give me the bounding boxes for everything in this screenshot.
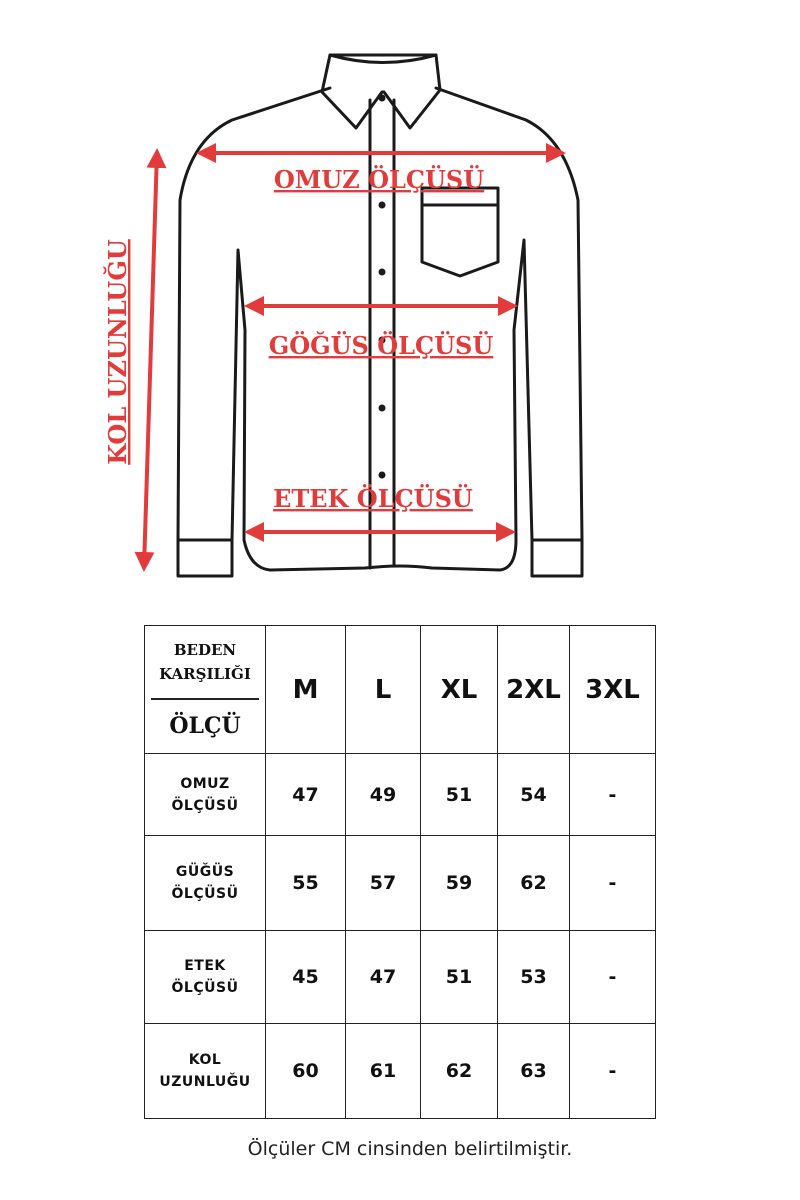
size-header: M: [266, 626, 346, 754]
table-cell: 51: [421, 754, 498, 836]
row-label: [145, 1024, 266, 1119]
row-label-line: ETEK: [184, 958, 226, 974]
sleeve-label: KOL UZUNLUĞU: [103, 239, 132, 465]
size-chart-table: [144, 625, 656, 1119]
chest-label: GÖĞÜS ÖLÇÜSÜ: [268, 331, 494, 360]
corner-label-beden: BEDEN: [173, 641, 237, 659]
size-header: 3XL: [570, 626, 656, 754]
table-cell: 62: [498, 836, 570, 931]
table-cell: 62: [421, 1024, 498, 1119]
table-row: [145, 1024, 656, 1119]
row-label-line: ÖLÇÜSÜ: [171, 886, 239, 902]
row-label: [145, 931, 266, 1024]
table-cell: 57: [346, 836, 421, 931]
row-label-line: UZUNLUĞU: [159, 1074, 251, 1090]
size-header-row: [145, 626, 656, 754]
size-header: XL: [421, 626, 498, 754]
table-cell: 54: [498, 754, 570, 836]
row-label-line: GÜĞÜS: [175, 864, 235, 880]
row-label-line: KOL: [188, 1052, 222, 1068]
size-header: 2XL: [498, 626, 570, 754]
table-cell: 59: [421, 836, 498, 931]
row-label: [145, 754, 266, 836]
corner-label-karsiligi: KARŞILIĞI: [159, 665, 251, 683]
row-label-line: ÖLÇÜSÜ: [171, 797, 239, 814]
table-corner-cell: [145, 626, 266, 754]
table-cell: 47: [266, 754, 346, 836]
table-row: [145, 931, 656, 1024]
table-cell: 45: [266, 931, 346, 1024]
table-cell: 47: [346, 931, 421, 1024]
hem-label: ETEK ÖLÇÜSÜ: [273, 484, 473, 513]
table-cell: 61: [346, 1024, 421, 1119]
table-cell: 53: [498, 931, 570, 1024]
shoulder-label: OMUZ ÖLÇÜSÜ: [273, 165, 485, 194]
table-row: [145, 836, 656, 931]
row-label-line: OMUZ: [180, 775, 230, 792]
sleeve-arrow: [144, 152, 157, 568]
row-label-line: ÖLÇÜSÜ: [171, 980, 239, 996]
size-header: L: [346, 626, 421, 754]
units-note: Ölçüler CM cinsinden belirtilmiştir.: [247, 1138, 573, 1160]
corner-label-olcu: ÖLÇÜ: [169, 713, 241, 739]
table-cell: 60: [266, 1024, 346, 1119]
table-cell: -: [570, 754, 656, 836]
table-cell: 49: [346, 754, 421, 836]
table-cell: 63: [498, 1024, 570, 1119]
row-label: [145, 836, 266, 931]
table-cell: -: [570, 931, 656, 1024]
table-cell: 55: [266, 836, 346, 931]
table-cell: -: [570, 836, 656, 931]
table-row: [145, 754, 656, 836]
table-cell: 51: [421, 931, 498, 1024]
table-cell: -: [570, 1024, 656, 1119]
